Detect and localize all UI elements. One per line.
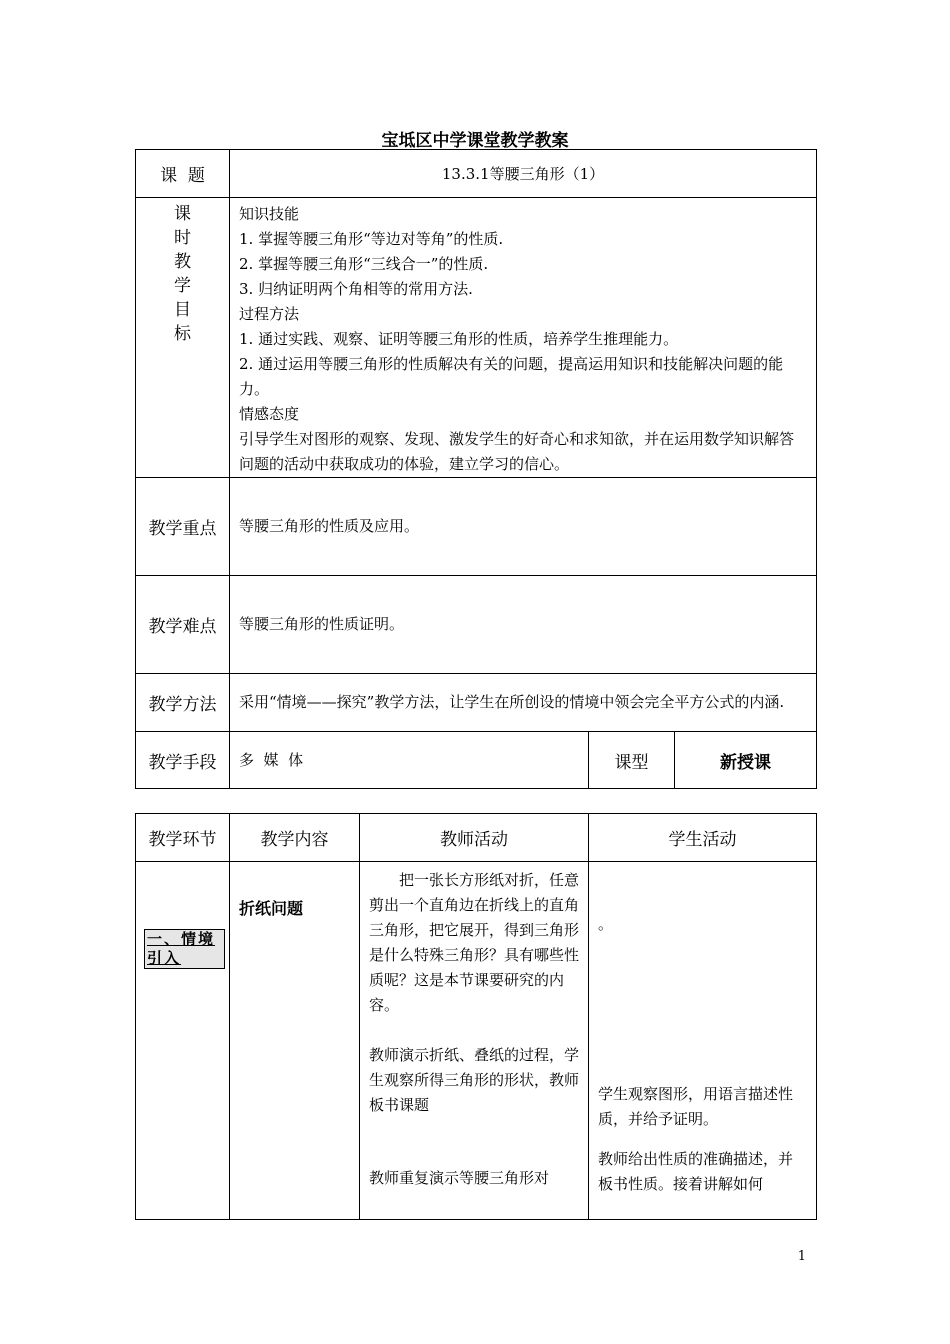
means-value: 多 媒 体 <box>230 732 589 789</box>
objectives-line: 过程方法 <box>239 305 300 323</box>
objectives-content <box>230 198 817 478</box>
key-points-value: 等腰三角形的性质及应用。 <box>230 478 817 576</box>
difficulty-value: 等腰三角形的性质证明。 <box>230 576 817 674</box>
lesson-type-label: 课型 <box>589 732 675 789</box>
means-label: 教学手段 <box>136 732 230 789</box>
teacher-activity-cell <box>360 862 589 1220</box>
teacher-paragraph: 教师演示折纸、叠纸的过程，学生观察所得三角形的形状，教师板书课题 <box>369 1046 580 1114</box>
objectives-line: 引导学生对图形的观察、发现、激发学生的好奇心和求知欲，并在运用数学知识解答问题的活动中获取成功的体验，建立学习的信心。 <box>239 430 795 473</box>
objectives-line: 1. 掌握等腰三角形“等边对等角”的性质. <box>239 230 504 248</box>
header-stage: 教学环节 <box>136 814 230 862</box>
header-teacher-activity: 教师活动 <box>360 814 589 862</box>
objectives-line: 3. 归纳证明两个角相等的常用方法. <box>239 280 473 298</box>
objectives-line: 知识技能 <box>239 205 300 223</box>
student-paragraph: 教师给出性质的准确描述，并板书性质。接着讲解如何 <box>598 1150 794 1193</box>
objectives-line: 情感态度 <box>239 405 300 423</box>
key-points-label: 教学重点 <box>136 478 230 576</box>
objectives-line: 2. 掌握等腰三角形“三线合一”的性质. <box>239 255 489 273</box>
method-value: 采用“情境——探究”教学方法，让学生在所创设的情境中领会完全平方公式的内涵. <box>230 674 817 732</box>
teacher-paragraph: 教师重复演示等腰三角形对 <box>369 1169 550 1187</box>
document-title: 宝坻区中学课堂教学教案 <box>381 131 569 151</box>
topic-value: 13.3.1等腰三角形（1） <box>230 150 817 198</box>
student-activity-cell <box>589 862 817 1220</box>
lesson-info-table <box>135 149 817 789</box>
objectives-line: 2. 通过运用等腰三角形的性质解决有关的问题，提高运用知识和技能解决问题的能力。 <box>239 355 784 398</box>
stage-cell <box>136 862 230 1220</box>
content-title: 折纸问题 <box>239 899 304 918</box>
content-cell <box>230 862 360 1220</box>
lesson-type-value: 新授课 <box>675 732 817 789</box>
student-paragraph: 学生观察图形，用语言描述性质，并给予证明。 <box>598 1085 794 1128</box>
stage-label: 一、情境引入 <box>144 929 225 969</box>
header-student-activity: 学生活动 <box>589 814 817 862</box>
difficulty-label: 教学难点 <box>136 576 230 674</box>
objectives-label: 课 时 教 学 目 标 <box>136 198 230 478</box>
student-paragraph: 。 <box>598 915 614 933</box>
teaching-process-table <box>135 813 817 1220</box>
page-number: 1 <box>797 1249 806 1264</box>
topic-label: 课 题 <box>136 150 230 198</box>
objectives-line: 1. 通过实践、观察、证明等腰三角形的性质，培养学生推理能力。 <box>239 330 679 348</box>
header-content: 教学内容 <box>230 814 360 862</box>
method-label: 教学方法 <box>136 674 230 732</box>
teacher-paragraph: 把一张长方形纸对折，任意剪出一个直角边在折线上的直角三角形，把它展开，得到三角形是什么特殊三角形？具有哪些性质呢？这是本节课要研究的内容。 <box>369 871 580 1014</box>
